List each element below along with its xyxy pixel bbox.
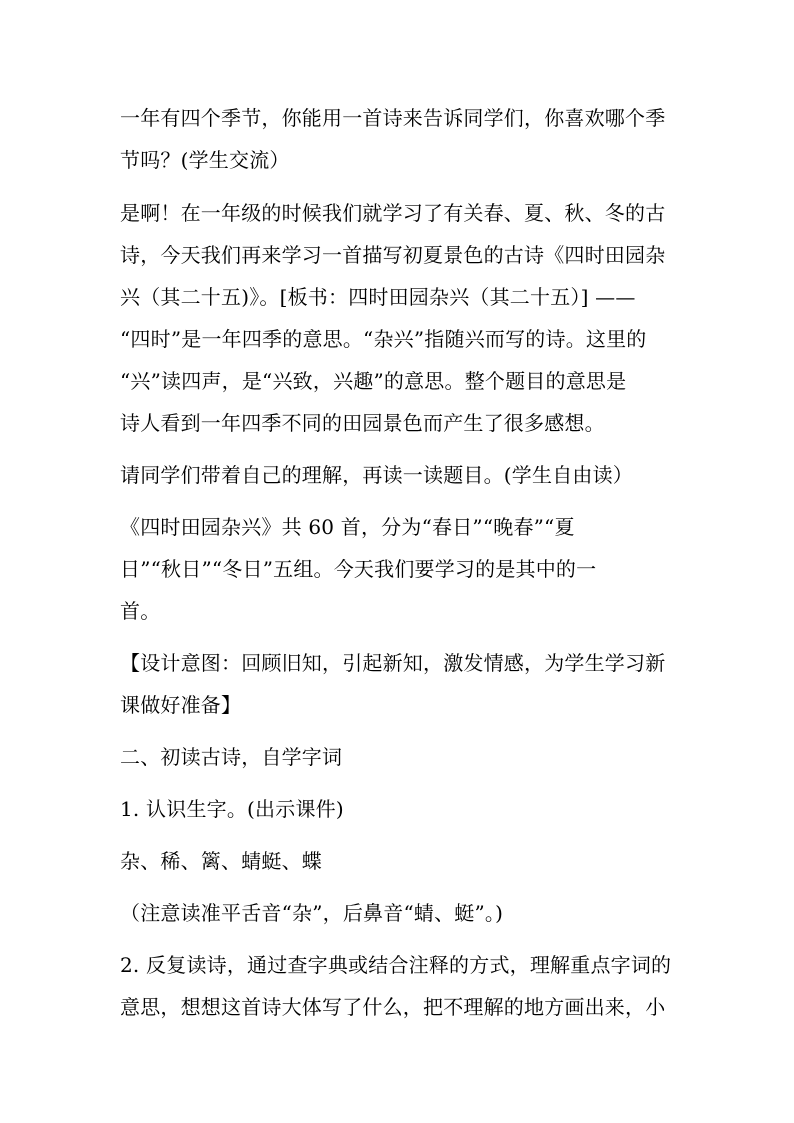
text-line: 1. 认识生字。(出示课件) <box>120 797 344 821</box>
section-heading: 二、初读古诗，自学字词 <box>120 745 343 769</box>
text-line: 杂、稀、篱、蜻蜓、蝶 <box>120 849 322 873</box>
text-line: 课做好准备】 <box>120 693 242 717</box>
text-line: 请同学们带着自己的理解，再读一读题目。(学生自由读） <box>120 463 634 487</box>
text-line: 2. 反复读诗，通过查字典或结合注释的方式，理解重点字词的 <box>120 953 672 977</box>
text-line: “四时”是一年四季的意思。“杂兴”指随兴而写的诗。这里的 <box>120 327 647 351</box>
text-line: （注意读准平舌音“杂”，后鼻音“蜻、蜓”。) <box>120 901 504 925</box>
text-line: 《四时田园杂兴》共 60 首，分为“春日”“晚春”“夏 <box>120 515 575 539</box>
text-line: 诗，今天我们再来学习一首描写初夏景色的古诗《四时田园杂 <box>120 243 666 267</box>
text-line: 【设计意图：回顾旧知，引起新知，激发情感，为学生学习新 <box>120 651 666 675</box>
text-line: 节吗？(学生交流） <box>120 148 290 172</box>
text-line: 日”“秋日”“冬日”五组。今天我们要学习的是其中的一 <box>120 557 597 581</box>
text-line: 意思，想想这首诗大体写了什么，把不理解的地方画出来，小 <box>120 995 666 1019</box>
text-line: 兴（其二十五)》。[板书：四时田园杂兴（其二十五）] —— <box>120 285 636 309</box>
text-line: 首。 <box>120 599 161 623</box>
text-line: “兴”读四声，是“兴致，兴趣”的意思。整个题目的意思是 <box>120 369 627 393</box>
text-line: 诗人看到一年四季不同的田园景色而产生了很多感想。 <box>120 411 605 435</box>
text-line: 一年有四个季节，你能用一首诗来告诉同学们，你喜欢哪个季 <box>120 106 666 130</box>
text-line: 是啊！在一年级的时候我们就学习了有关春、夏、秋、冬的古 <box>120 201 666 225</box>
